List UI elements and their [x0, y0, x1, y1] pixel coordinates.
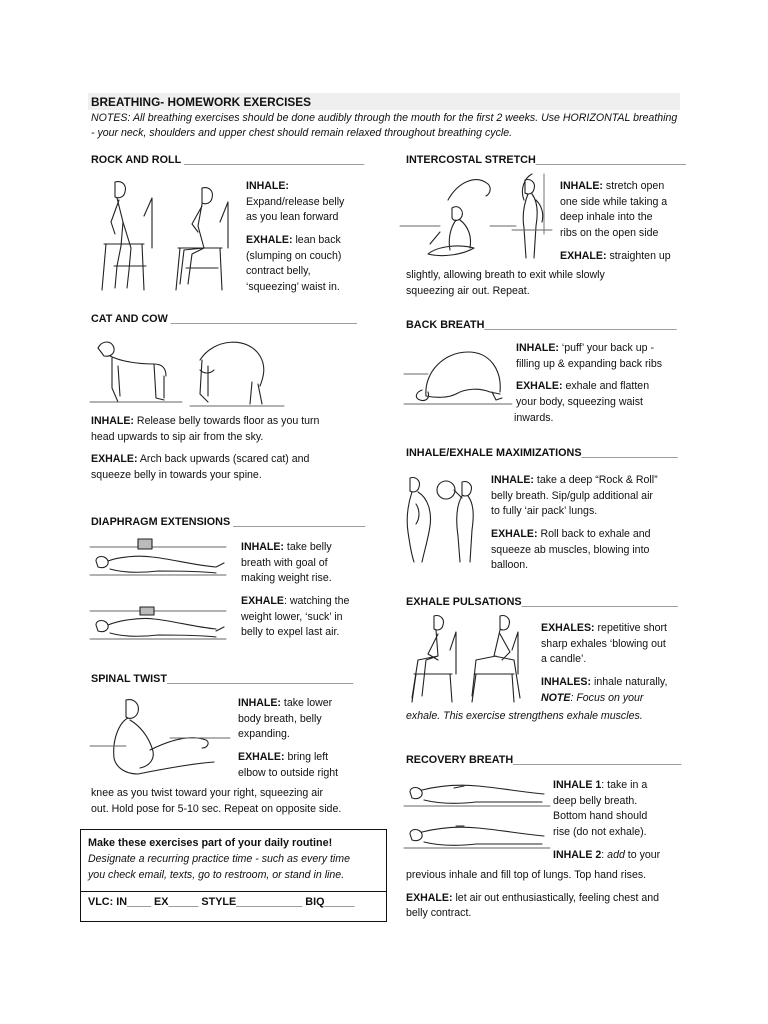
spinal-twist-title: SPINAL TWIST_______________________________: [91, 673, 354, 685]
rock-and-roll-title: ROCK AND ROLL ______________________________: [91, 154, 365, 166]
instruction-line: a candle’.: [541, 653, 587, 666]
intercostal-stretch-instructions-bottom: [406, 268, 605, 299]
cat-and-cow-figure: [90, 330, 290, 410]
instruction-line: Release belly towards floor as you turn: [133, 415, 320, 427]
exhale-pulsations-title: EXHALE PULSATIONS__________________________: [406, 596, 678, 608]
diaphragm-extensions-title: DIAPHRAGM EXTENSIONS ______________________: [91, 516, 366, 528]
instruction-line: to your: [624, 848, 661, 861]
instruction-line: weight lower, ‘suck’ in: [241, 610, 343, 623]
instruction-line: stretch open: [602, 180, 665, 192]
inhale-label: INHALE:: [91, 415, 134, 427]
instruction-line: take lower: [280, 697, 333, 709]
instruction-line: repetitive short: [594, 622, 668, 634]
inhale-label: INHALE:: [560, 180, 603, 192]
inhale-label: INHALE:: [516, 342, 559, 354]
instruction-line: making weight rise.: [241, 572, 332, 585]
exhales-label: EXHALES:: [541, 622, 595, 634]
exhale-label: EXHALE:: [406, 891, 453, 904]
instruction-line: belly to expel last air.: [241, 626, 340, 639]
instruction-line: previous inhale and fill top of lungs. Top hand rises.: [406, 869, 647, 881]
instruction-line: Expand/release belly: [246, 195, 345, 208]
instruction-line: ‘puff’ your back up -: [558, 342, 654, 354]
exhale-pulsations-instructions-top: [541, 621, 667, 706]
routine-text: [88, 852, 350, 883]
rock-and-roll-figure: [90, 176, 240, 294]
instruction-line: Arch back upwards (scared cat) and: [137, 453, 310, 466]
notes-text: : All breathing exercises should be done audibly through the mouth for the first 2 weeks. Use HORIZONTAL breathing - your neck, shoulders and upper chest should remain relaxed throughout breathing cycle.: [91, 112, 678, 140]
instruction-line: Bottom hand should: [553, 810, 648, 823]
inhale-exhale-maximizations-title: INHALE/EXHALE MAXIMIZATIONS________________: [406, 447, 678, 459]
notes-label: NOTES: [91, 112, 128, 124]
instruction-line: Roll back to exhale and: [537, 528, 651, 541]
back-breath-instructions: [516, 341, 662, 426]
recovery-breath-instructions-bottom: [406, 868, 659, 922]
inhale-label: INHALE:: [246, 180, 289, 192]
vlc-fill-in-line: VLC: IN____ EX_____ STYLE___________ BIQ_____: [88, 896, 355, 908]
exhale-label: EXHALE:: [491, 528, 538, 541]
exhale-label: EXHALE:: [246, 234, 293, 247]
instruction-line: Designate a recurring practice time - such as every time: [88, 853, 351, 865]
exhale-pulsations-note-line: exhale. This exercise strengthens exhale muscles.: [406, 710, 643, 722]
back-breath-figure: [404, 344, 514, 412]
inhale-2-label: INHALE 2: [553, 848, 602, 861]
instruction-line: ribs on the open side: [560, 227, 659, 240]
note-label: NOTE: [541, 691, 571, 704]
inhale-1-label: INHALE 1: [553, 779, 602, 791]
spinal-twist-instructions-top: [238, 696, 338, 781]
instruction-line: exhale and flatten: [562, 380, 650, 393]
instruction-line: knee as you twist toward your right, squeezing air: [91, 787, 324, 799]
routine-box-divider: [80, 891, 387, 892]
notes-paragraph: [91, 111, 681, 142]
page-title: BREATHING- HOMEWORK EXERCISES: [91, 95, 311, 109]
instruction-line: breath with goal of: [241, 556, 328, 569]
instruction-line: bring left: [284, 751, 329, 764]
intercostal-stretch-figure: [400, 170, 555, 266]
instruction-line: : watching the: [283, 595, 350, 608]
instruction-line: as you lean forward: [246, 211, 339, 224]
instruction-line: inhale naturally,: [591, 676, 668, 689]
inhale-exhale-maximizations-figure: [404, 468, 486, 566]
instruction-line: belly breath. Sip/gulp additional air: [491, 489, 653, 502]
instruction-line: ‘squeezing’ waist in.: [246, 281, 340, 294]
instruction-line: filling up & expanding back ribs: [516, 357, 663, 370]
instruction-line: squeeze belly in towards your spine.: [91, 469, 262, 482]
instruction-line: (slumping on couch): [246, 249, 342, 262]
intercostal-stretch-instructions-top: [560, 179, 671, 264]
cat-and-cow-instructions: [91, 414, 319, 484]
instruction-line: rise (do not exhale).: [553, 826, 647, 839]
instruction-line: : Focus on your: [570, 691, 644, 704]
exhale-label: EXHALE:: [560, 249, 607, 262]
instruction-line: expanding.: [238, 728, 290, 741]
instruction-line: you check email, texts, go to restroom, or stand in line.: [88, 868, 345, 881]
instruction-line: out. Hold pose for 5-10 sec. Repeat on opposite side.: [91, 802, 342, 815]
instruction-line: one side while taking a: [560, 195, 668, 208]
recovery-breath-instructions-top: [553, 778, 660, 863]
instruction-line: slightly, allowing breath to exit while slowly: [406, 269, 605, 281]
instruction-line: lean back: [292, 234, 341, 247]
intercostal-stretch-title: INTERCOSTAL STRETCH_________________________: [406, 154, 686, 166]
inhale-exhale-maximizations-instructions: [491, 473, 658, 574]
routine-title: Make these exercises part of your daily routine!: [88, 837, 333, 849]
inhale-label: INHALE:: [241, 541, 284, 553]
instruction-line: deep belly breath.: [553, 794, 638, 807]
instruction-line: let air out enthusiastically, feeling chest and: [452, 891, 660, 904]
inhale-label: INHALE:: [491, 474, 534, 486]
instruction-emphasis: add: [607, 848, 625, 861]
rock-and-roll-instructions: [246, 179, 344, 296]
instruction-line: elbow to outside right: [238, 766, 339, 779]
back-breath-title: BACK BREATH________________________________: [406, 319, 677, 331]
exhale-label: EXHALE:: [238, 751, 285, 764]
spinal-twist-instructions-bottom: [91, 786, 341, 817]
instruction-line: your body, squeezing waist: [516, 396, 644, 409]
instruction-line: squeeze ab muscles, blowing into: [491, 543, 650, 556]
instruction-separator: :: [601, 848, 608, 861]
instruction-line: belly contract.: [406, 907, 472, 920]
exhale-pulsations-figure: [404, 612, 536, 704]
instruction-line: take belly: [283, 541, 332, 553]
exhale-label: EXHALE:: [91, 453, 138, 466]
inhales-label: INHALES:: [541, 676, 592, 689]
instruction-line: : take in a: [601, 779, 648, 791]
cat-and-cow-title: CAT AND COW _______________________________: [91, 313, 357, 325]
instruction-line: to fully ‘air pack’ lungs.: [491, 505, 598, 518]
inhale-label: INHALE:: [238, 697, 281, 709]
instruction-line: take a deep “Rock & Roll”: [533, 474, 658, 486]
instruction-line: sharp exhales ‘blowing out: [541, 637, 666, 650]
instruction-line: straighten up: [606, 249, 671, 262]
instruction-line: inwards.: [514, 411, 554, 424]
instruction-line: squeezing air out. Repeat.: [406, 284, 530, 297]
exhale-label: EXHALE: [241, 595, 284, 608]
instruction-line: balloon.: [491, 559, 529, 572]
instruction-line: contract belly,: [246, 265, 311, 278]
recovery-breath-title: RECOVERY BREATH____________________________: [406, 754, 682, 766]
instruction-line: body breath, belly: [238, 712, 322, 725]
spinal-twist-figure: [90, 694, 230, 780]
instruction-line: deep inhale into the: [560, 211, 653, 224]
diaphragm-extensions-figure: [90, 537, 230, 647]
diaphragm-extensions-instructions: [241, 540, 349, 641]
instruction-line: head upwards to sip air from the sky.: [91, 430, 264, 443]
exhale-label: EXHALE:: [516, 380, 563, 393]
recovery-breath-figure: [404, 778, 550, 858]
